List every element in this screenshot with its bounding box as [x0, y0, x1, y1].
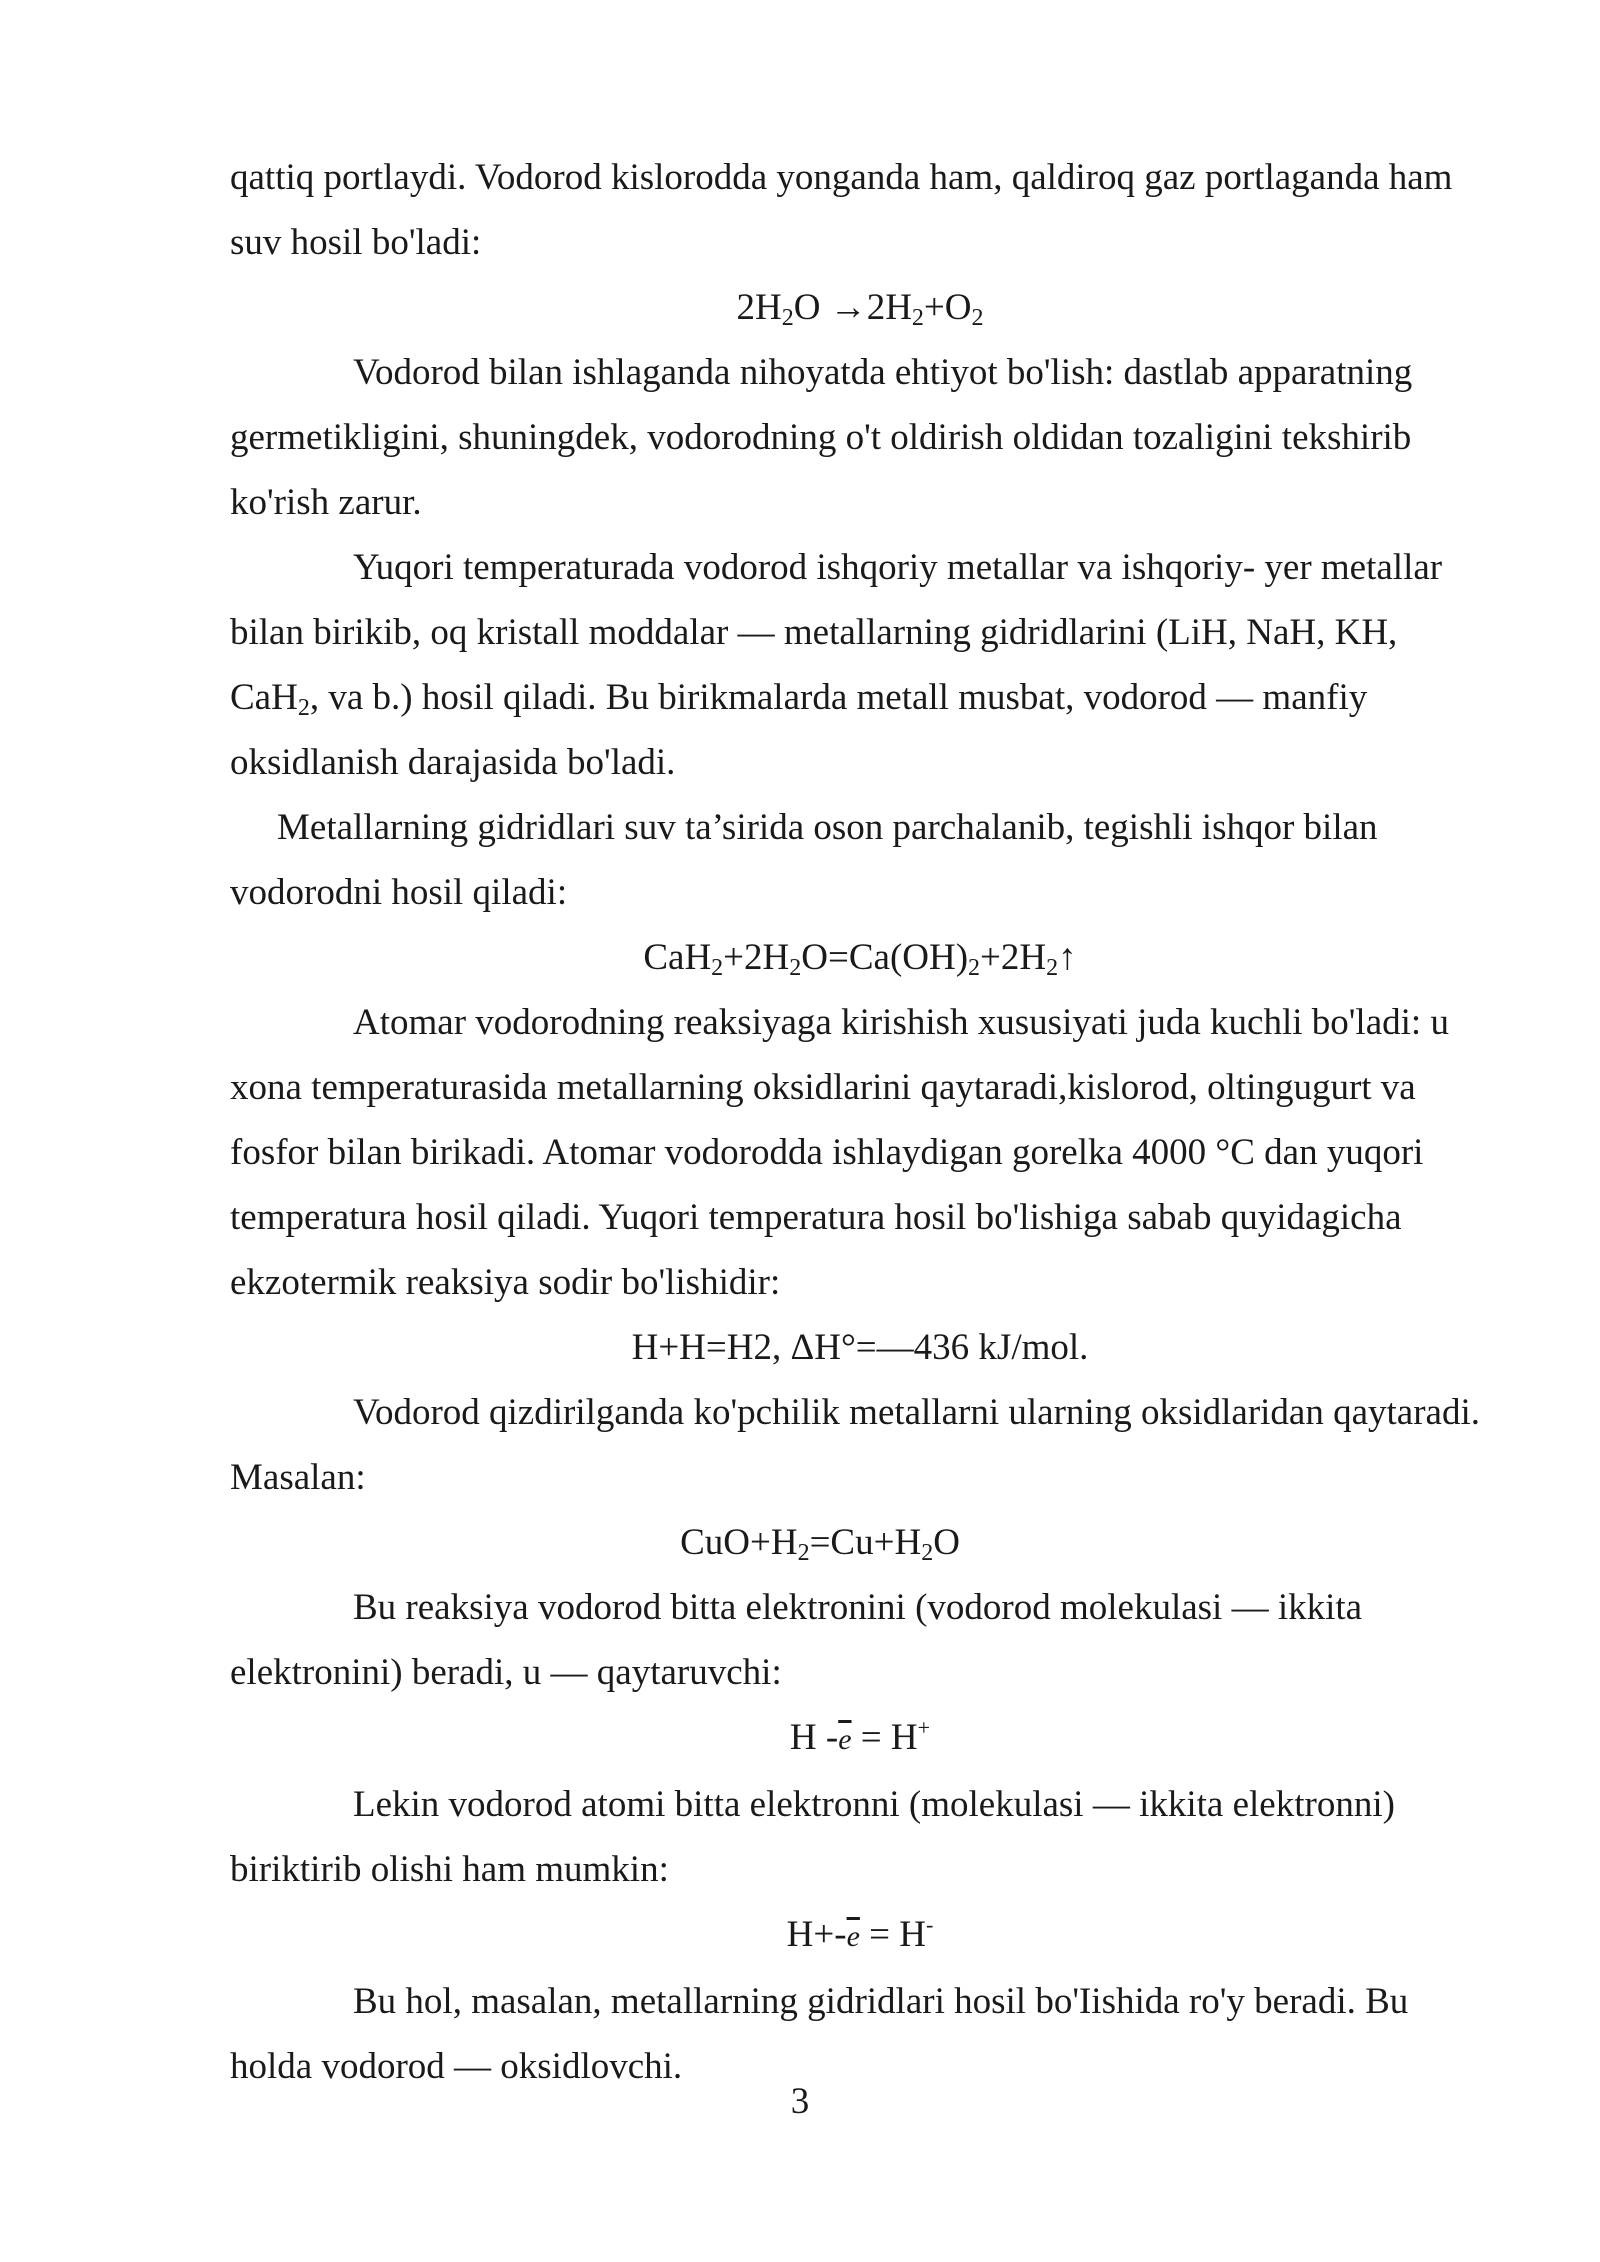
paragraph-7: Bu reaksiya vodorod bitta elektronini (vodorod molekulasi — ikkita elektronini) beradi, u — qaytaruvchi:	[230, 1587, 1363, 1693]
equation-atomic-hydrogen: H+H=H2, ΔH°=—436 kJ/mol.	[631, 1327, 1089, 1368]
document-body	[230, 145, 1490, 2099]
equation-copper: $CuO+H_2=Cu+H_2O$	[680, 1522, 960, 1566]
paragraph-3: Yuqori temperaturada vodorod ishqoriy metallar va ishqoriy- yer metallar bilan birikib, oq kristall moddalar — metallarning gidridlarini (LiH, NaH, KH, CaH$_2$, va b.) hosil qiladi. Bu birikmalarda metall musbat, vodorod — manfiy oksidlanish darajasida bo'ladi.	[230, 547, 1443, 783]
equation-hydride: $CaH_2+2H_2O=Ca(OH)_2+2H_2↑$	[643, 937, 1077, 981]
equation-water: $2H_2O \to 2H_2+O_2$	[736, 287, 984, 331]
paragraph-9: Bu hol, masalan, metallarning gidridlari hosil bo'Iishida ro'y beradi. Bu holda vodorod — oksidlovchi.	[230, 1981, 1409, 2087]
paragraph-6: Vodorod qizdirilganda ko'pchilik metallarni ularning oksidlaridan qaytaradi. Masalan:	[230, 1392, 1481, 1498]
paragraph-2: Vodorod bilan ishlaganda nihoyatda ehtiyot bo'lish: dastlab apparatning germetikligini, shuningdek, vodorodning o't oldirish oldidan tozaligini tekshirib ko'rish zarur.	[230, 352, 1413, 523]
paragraph-8: Lekin vodorod atomi bitta elektronni (molekulasi — ikkita elektronni) biriktirib olishi ham mumkin:	[230, 1784, 1395, 1890]
paragraph-5: Atomar vodorodning reaksiyaga kirishish xususiyati juda kuchli bo'ladi: u xona temperaturasida metallarning oksidlarini qaytaradi,kislorod, oltingugurt va fosfor bilan birikadi. Atomar vodorodda ishlaydigan gorelka 4000 °C dan yuqori temperatura hosil qiladi. Yuqori temperatura hosil bo'lishiga sabab quyidagicha ekzotermik reaksiya sodir bo'lishidir:	[230, 1002, 1449, 1303]
paragraph-4: Metallarning gidridlari suv ta’sirida oson parchalanib, tegishli ishqor bilan vodorodni hosil qiladi:	[230, 807, 1378, 913]
equation-reduction: $H+-\overline{e} = H^-$	[786, 1912, 934, 1955]
equation-oxidation: H $-\overline{e} = H^+$	[789, 1715, 931, 1758]
page-number: 3	[790, 2081, 810, 2122]
paragraph-1: qattiq portlaydi. Vodorod kislorodda yonganda ham, qaldiroq gaz portlaganda ham suv hosil bo'ladi:	[230, 157, 1453, 263]
